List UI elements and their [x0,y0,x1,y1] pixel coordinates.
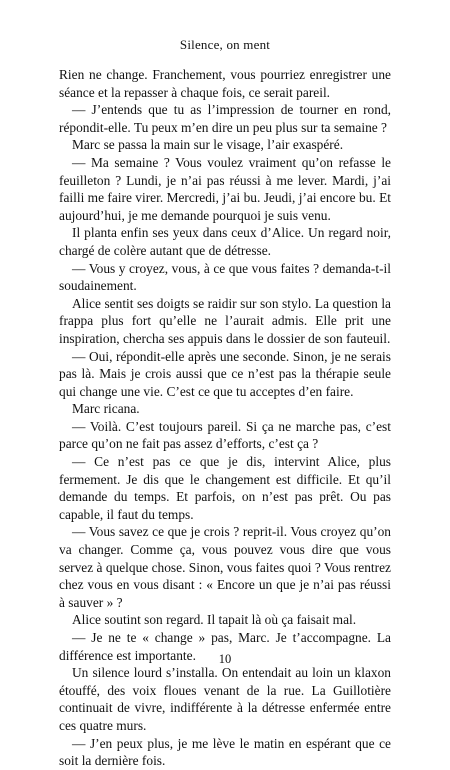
paragraph: — Voilà. C’est toujours pareil. Si ça ne marche pas, c’est parce qu’on ne fait pas assez d’efforts, c’est ça ? [59,418,391,452]
paragraph: Alice soutint son regard. Il tapait là où ça faisait mal. [72,612,357,628]
paragraph: — Vous savez ce que je crois ? reprit-il. Vous croyez qu’on va changer. Comme ça, vous pouvez vous dire que vous servez à quelque chose. Sinon, vous faites quoi ? Vous rentrez chez vous en vous disant : « Encore un que je n’ai pas réussi à sauver » ? [59,524,391,610]
page-number: 10 [218,652,232,666]
paragraph: Marc ricana. [72,401,140,417]
paragraph: — J’entends que tu as l’impression de tourner en rond, répondit-elle. Tu peux m’en dire un peu plus sur ta semaine ? [59,102,391,135]
paragraph: Un silence lourd s’installa. On entendait au loin un klaxon étouffé, des voix floues venant de la rue. La Guillotière continuait de vivre, indifférente à la détresse enfermée entre ces quatre murs. [59,665,391,733]
paragraph: — Ma semaine ? Vous voulez vraiment qu’on refasse le feuilleton ? Lundi, je n’ai pas réussi à me lever. Mardi, j’ai failli me faire virer. Mercredi, j’ai bu. Jeudi, j’ai encore bu. Et aujourd’hui, je me demande pourquoi je suis venu. [59,154,391,223]
paragraph: Rien ne change. Franchement, vous pourriez enregistrer une séance et la repasser à chaque fois, ce serait pareil. [59,67,391,100]
paragraph: — Oui, répondit-elle après une seconde. Sinon, je ne serais pas là. Mais je crois aussi que ce n’est pas la thérapie seule qui change une vie. C’est ce que tu acceptes d’en faire. [59,348,391,399]
running-head: Silence, on ment [179,37,271,52]
paragraph: — Ce n’est pas ce que je dis, intervint Alice, plus fermement. Je dis que le changement est difficile. Et qu’il demande du temps. Et parfois, on n’est pas prêt. Ou pas capable, il faut du temps. [59,454,391,522]
paragraph: Marc se passa la main sur le visage, l’air exaspéré. [72,137,344,153]
paragraph: Alice sentit ses doigts se raidir sur son stylo. La question la frappa plus fort qu’elle ne l’aurait admis. Elle prit une inspiration, chercha ses appuis dans le dossier de son fauteuil. [59,295,391,346]
paragraph: — J’en peux plus, je me lève le matin en espérant que ce soit la dernière fois. [59,735,391,769]
paragraph: — Vous y croyez, vous, à ce que vous faites ? demanda-t-il soudainement. [59,260,391,294]
paragraph: — Je ne te « change » pas, Marc. Je t’accompagne. La différence est importante. [59,630,391,663]
paragraph: Il planta enfin ses yeux dans ceux d’Alice. Un regard noir, chargé de colère autant que de détresse. [59,225,391,258]
